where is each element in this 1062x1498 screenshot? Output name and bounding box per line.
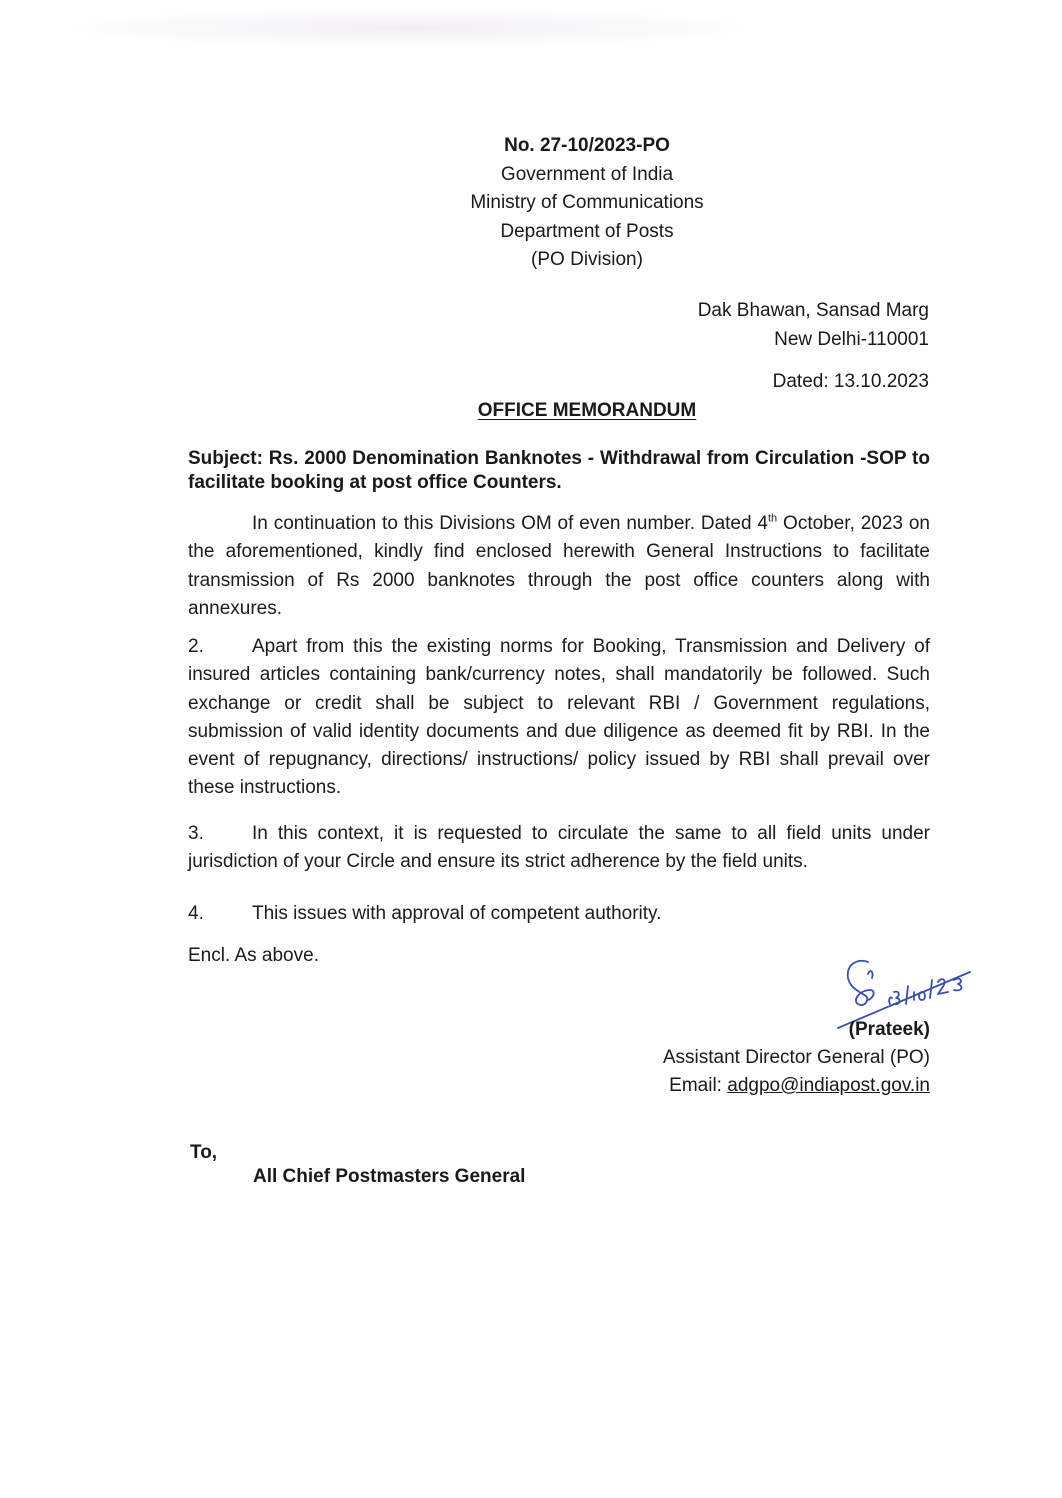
paragraph-number: 4.	[188, 903, 204, 924]
paragraph-3-text: In this context, it is requested to circulate the same to all field units under jurisdiction of your Circle and ensure its strict adherence by the field units.	[188, 823, 930, 873]
paragraph-4-text: This issues with approval of competent authority.	[252, 903, 662, 924]
paragraph-1-text-b: October, 2023 on the aforementioned, kindly find enclosed herewith General Instructions to facilitate transmission of Rs 2000 banknotes through the post office counters along with annexures.	[188, 513, 930, 619]
letterhead	[0, 132, 1062, 275]
signatory-email	[663, 1072, 930, 1100]
recipient-name: All Chief Postmasters General	[253, 1166, 526, 1187]
signatory-name: (Prateek)	[848, 1019, 930, 1040]
document-title	[0, 400, 1062, 422]
email-link[interactable]: adgpo@indiapost.gov.in	[727, 1075, 930, 1096]
paragraph-2-text: Apart from this the existing norms for Booking, Transmission and Delivery of insured articles containing bank/currency notes, shall mandatorily be followed. Such exchange or credit shall be subject to relevant RBI / Government regulations, submission of valid identity documents and due diligence as deemed fit by RBI. In the event of repugnancy, directions/ instructions/ policy issued by RBI shall prevail over these instructions.	[188, 636, 930, 799]
department-line: Department of Posts	[500, 220, 674, 242]
paragraph-1-text-a: In continuation to this Divisions OM of even number. Dated 4	[252, 513, 768, 534]
signatory-designation: Assistant Director General (PO)	[662, 1047, 930, 1068]
signatory-block	[663, 1016, 930, 1100]
scan-artifact	[60, 8, 760, 48]
memo-date: Dated: 13.10.2023	[772, 371, 929, 392]
paragraph-1	[188, 510, 930, 623]
enclosure-note: Encl. As above.	[188, 945, 319, 966]
paragraph-3	[188, 820, 930, 877]
ministry-line: Ministry of Communications	[470, 192, 704, 213]
division-line: (PO Division)	[531, 249, 643, 270]
paragraph-number: 2.	[188, 636, 204, 657]
paragraph-2	[188, 633, 930, 803]
reference-number: No. 27-10/2023-PO	[504, 135, 670, 156]
to-label: To,	[190, 1142, 218, 1163]
office-address	[698, 296, 929, 354]
subject-line: Subject: Rs. 2000 Denomination Banknotes - Withdrawal from Circulation -SOP to facilitate booking at post office Counters.	[188, 448, 930, 493]
government-line: Government of India	[500, 163, 674, 185]
email-label: Email:	[669, 1075, 728, 1096]
paragraph-4	[188, 900, 930, 928]
paragraph-number: 3.	[188, 823, 204, 844]
address-line-2: New Delhi-110001	[774, 329, 929, 350]
address-line-1: Dak Bhawan, Sansad Marg	[697, 300, 929, 321]
title-text: OFFICE MEMORANDUM	[477, 400, 697, 421]
ordinal-suffix: th	[767, 512, 778, 525]
